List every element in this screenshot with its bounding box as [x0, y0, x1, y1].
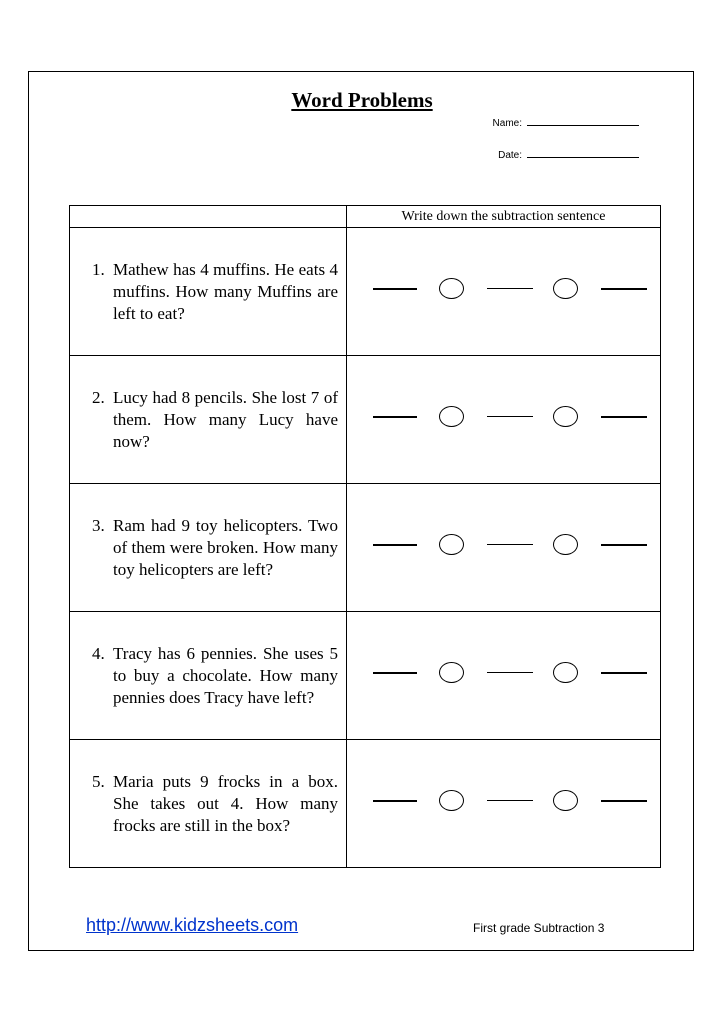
- equals-circle[interactable]: [553, 534, 578, 555]
- sentence-cell: [347, 612, 661, 740]
- problem-number: 4.: [92, 643, 105, 663]
- problem-number: 5.: [92, 771, 105, 791]
- sentence-cell: [347, 228, 661, 356]
- answer-blank[interactable]: [601, 672, 647, 674]
- problems-table: [69, 205, 661, 868]
- first-number-blank[interactable]: [373, 416, 417, 418]
- operator-circle[interactable]: [439, 278, 464, 299]
- problem-number: 3.: [92, 515, 105, 535]
- first-number-blank[interactable]: [373, 672, 417, 674]
- worksheet-title: Word Problems: [291, 88, 433, 112]
- problem-text: Mathew has 4 muffins. He eats 4 muffins. How many Muffins are left to eat?: [113, 259, 338, 323]
- equals-circle[interactable]: [553, 662, 578, 683]
- date-field[interactable]: [478, 148, 639, 161]
- problem-cell: [70, 228, 347, 356]
- equals-circle[interactable]: [553, 278, 578, 299]
- first-number-blank[interactable]: [373, 800, 417, 802]
- equals-circle[interactable]: [553, 406, 578, 427]
- problem-text: Ram had 9 toy helicopters. Two of them were broken. How many toy helicopters are left?: [113, 515, 338, 579]
- first-number-blank[interactable]: [373, 544, 417, 546]
- table-row: [70, 484, 661, 612]
- table-row: [70, 356, 661, 484]
- name-blank-line[interactable]: [527, 116, 639, 126]
- header-sentence-cell: Write down the subtraction sentence: [347, 206, 661, 228]
- table-row: [70, 612, 661, 740]
- problem-number: 2.: [92, 387, 105, 407]
- sentence-cell: [347, 356, 661, 484]
- worksheet-series-tag: First grade Subtraction 3: [473, 921, 605, 935]
- answer-blank[interactable]: [601, 800, 647, 802]
- problem-cell: [70, 740, 347, 868]
- problem-text: Lucy had 8 pencils. She lost 7 of them. How many Lucy have now?: [113, 387, 338, 451]
- date-blank-line[interactable]: [527, 148, 639, 158]
- operator-circle[interactable]: [439, 534, 464, 555]
- sentence-cell: [347, 484, 661, 612]
- answer-blank[interactable]: [601, 416, 647, 418]
- sentence-cell: [347, 740, 661, 868]
- second-number-blank[interactable]: [487, 288, 533, 289]
- website-link[interactable]: http://www.kidzsheets.com: [86, 915, 299, 935]
- first-number-blank[interactable]: [373, 288, 417, 290]
- date-label: Date:: [498, 150, 522, 161]
- table-row: [70, 740, 661, 868]
- answer-blank[interactable]: [601, 288, 647, 290]
- problem-cell: [70, 612, 347, 740]
- second-number-blank[interactable]: [487, 416, 533, 417]
- second-number-blank[interactable]: [487, 800, 533, 801]
- problem-cell: [70, 484, 347, 612]
- problem-cell: [70, 356, 347, 484]
- table-row: [70, 228, 661, 356]
- header-empty-cell: [70, 206, 347, 228]
- name-label: Name:: [492, 118, 522, 129]
- problem-text: Maria puts 9 frocks in a box. She takes out 4. How many frocks are still in the box?: [113, 771, 338, 835]
- table-header-row: [70, 206, 661, 228]
- problem-text: Tracy has 6 pennies. She uses 5 to buy a chocolate. How many pennies does Tracy have left?: [113, 643, 338, 707]
- operator-circle[interactable]: [439, 662, 464, 683]
- operator-circle[interactable]: [439, 406, 464, 427]
- equals-circle[interactable]: [553, 790, 578, 811]
- second-number-blank[interactable]: [487, 672, 533, 673]
- problem-number: 1.: [92, 259, 105, 279]
- second-number-blank[interactable]: [487, 544, 533, 545]
- operator-circle[interactable]: [439, 790, 464, 811]
- answer-blank[interactable]: [601, 544, 647, 546]
- name-field[interactable]: [478, 116, 639, 129]
